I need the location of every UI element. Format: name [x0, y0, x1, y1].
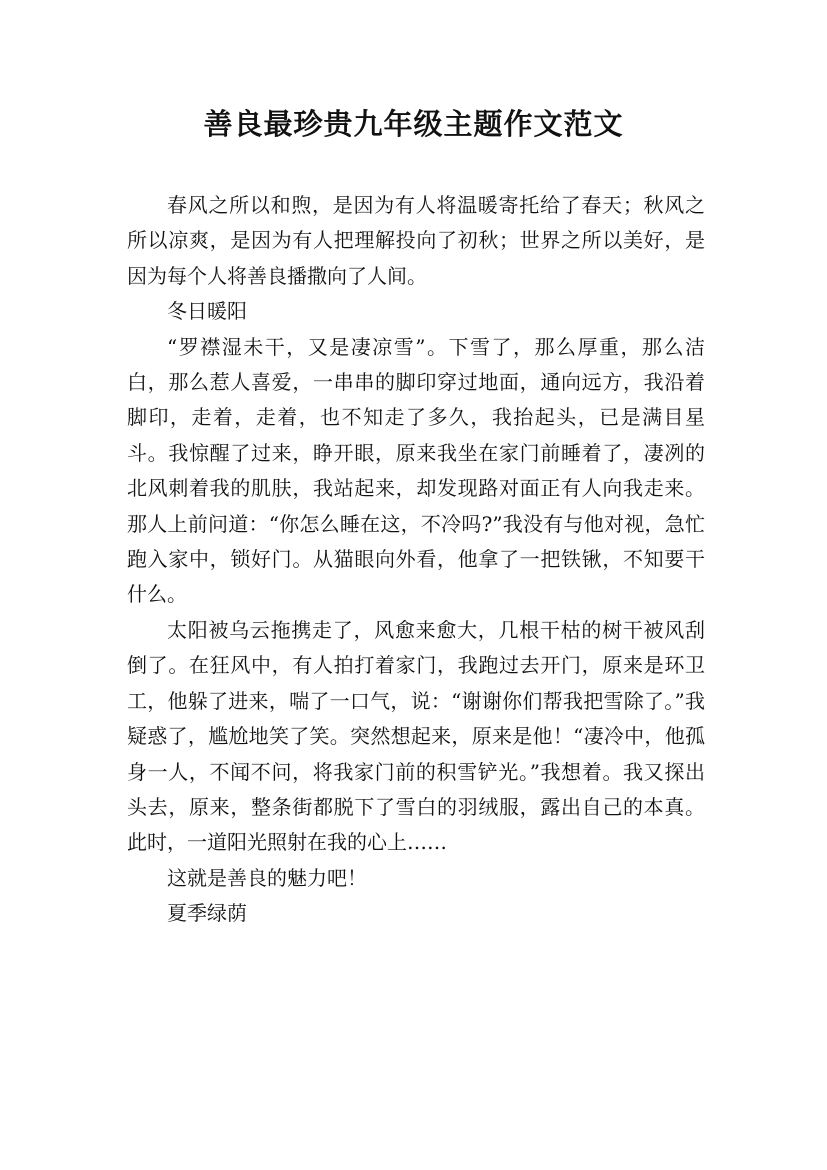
paragraph-kindness-charm: 这就是善良的魅力吧！ [167, 865, 367, 890]
paragraph-intro: 春风之所以和煦，是因为有人将温暖寄托给了春天；秋风之所以凉爽，是因为有人把理解投向了初秋；世界之所以美好，是因为每个人将善良播撒向了人间。 [127, 193, 705, 288]
document-body [127, 188, 705, 932]
paragraph-snow: “罗襟湿未干，又是凄凉雪”。下雪了，那么厚重，那么洁白，那么惹人喜爱，一串串的脚印穿过地面，通向远方，我沿着脚印，走着，走着，也不知走了多久，我抬起头，已是满目星斗。我惊醒了过来，睁开眼，原来我坐在家门前睡着了，凄冽的北风刺着我的肌肤，我站起来，却发现路对面正有人向我走来。那人上前问道：“你怎么睡在这，不冷吗?”我没有与他对视，急忙跑入家中，锁好门。从猫眼向外看，他拿了一把铁锹，不知要干什么。 [127, 334, 705, 607]
section-heading-winter: 冬日暖阳 [167, 299, 247, 324]
document-title: 善良最珍贵九年级主题作文范文 [203, 107, 624, 141]
section-heading-summer: 夏季绿荫 [167, 901, 247, 926]
paragraph-sanitation-worker: 太阳被乌云拖携走了，风愈来愈大，几根干枯的树干被风刮倒了。在狂风中，有人拍打着家门，我跑过去开门，原来是环卫工，他躲了进来，喘了一口气，说：“谢谢你们帮我把雪除了。”我疑惑了，尴尬地笑了笑。突然想起来，原来是他！“凄冷中，他孤身一人，不闻不问，将我家门前的积雪铲光。”我想着。我又探出头去，原来，整条街都脱下了雪白的羽绒服，露出自己的本真。此时，一道阳光照射在我的心上…… [127, 617, 705, 855]
